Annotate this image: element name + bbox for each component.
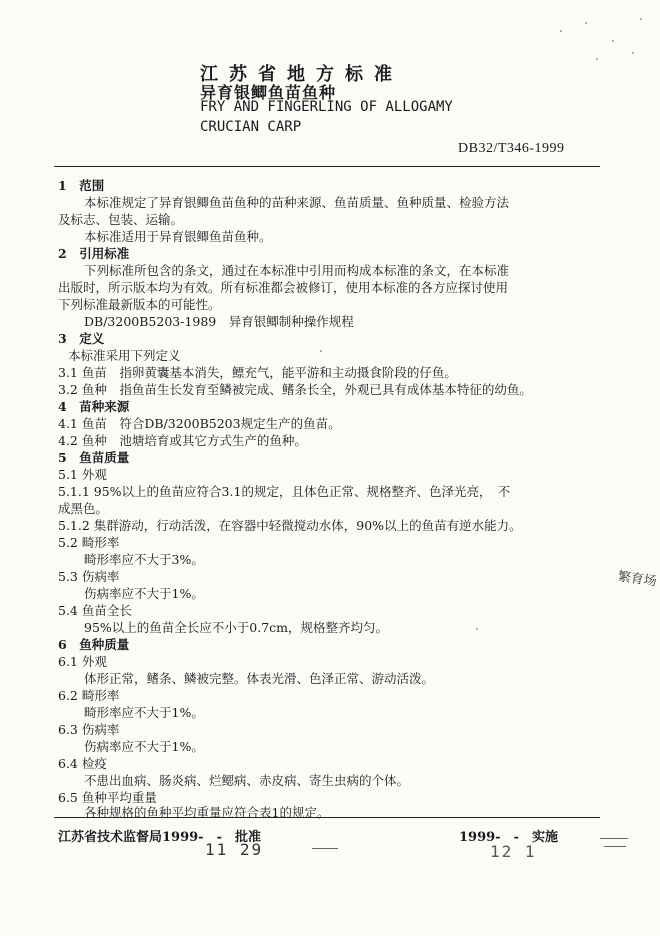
- body-line: 95%以上的鱼苗全长应不小于0.7cm，规格整齐均匀。: [84, 620, 389, 635]
- section-heading: 1 范围: [58, 178, 105, 193]
- scan-mark: [604, 846, 626, 847]
- section-heading: 4 苗种来源: [58, 399, 130, 414]
- body-line: 本标准适用于异育银鲫鱼苗鱼种。: [84, 229, 272, 244]
- body-line: 本标准规定了异育银鲫鱼苗鱼种的苗种来源、鱼苗质量、鱼种质量、检验方法: [84, 195, 510, 210]
- handwritten-implementation-date: 12 1: [490, 842, 537, 861]
- scan-speck: [320, 350, 322, 352]
- scan-speck: [612, 40, 614, 42]
- body-line: 各种规格的鱼种平均重量应符合表1的规定。: [84, 805, 330, 820]
- cn-title: 异育银鲫鱼苗鱼种: [200, 83, 337, 102]
- clause-line: 4.2 鱼种 池塘培育或其它方式生产的鱼种。: [58, 433, 307, 448]
- scan-mark: [600, 838, 628, 839]
- clause-line: 6.2 畸形率: [58, 688, 120, 703]
- header-rule: [54, 166, 600, 167]
- body-line: 不患出血病、肠炎病、烂鳃病、赤皮病、寄生虫病的个体。: [84, 773, 410, 788]
- en-title-line1: FRY AND FINGERLING OF ALLOGAMY: [200, 99, 453, 115]
- clause-line: 5.1.2 集群游动，行动活泼，在容器中轻微搅动水体，90%以上的鱼苗有逆水能力。: [58, 518, 522, 533]
- scan-speck: [585, 22, 587, 24]
- scan-speck: [560, 30, 562, 32]
- clause-line: 6.3 伤病率: [58, 722, 120, 737]
- scan-mark: [312, 848, 338, 849]
- org-title: 江苏省地方标准: [200, 64, 403, 85]
- body-line: 畸形率应不大于3%。: [84, 552, 204, 567]
- clause-line: 5.1 外观: [58, 467, 107, 482]
- scan-speck: [476, 628, 478, 630]
- implementation-line: 1999- - 实施: [459, 830, 558, 845]
- approval-line: 江苏省技术监督局1999- - 批准: [58, 830, 261, 845]
- definition-line: 3.2 鱼种 指鱼苗生长发育至鳞被完成、鳍条长全，外观已具有成体基本特征的幼鱼。: [58, 382, 532, 397]
- clause-line: 5.2 畸形率: [58, 535, 120, 550]
- handwritten-approval-date: 11 29: [205, 840, 264, 859]
- body-line: 下列标准所包含的条文，通过在本标准中引用而构成本标准的条文，在本标准: [84, 263, 510, 278]
- reference-line: DB/3200B5203-1989 异育银鲫制种操作规程: [84, 314, 354, 329]
- margin-handwriting: 繁育场: [616, 569, 658, 590]
- body-line: 伤病率应不大于1%。: [84, 739, 204, 754]
- en-title-line2: CRUCIAN CARP: [200, 119, 302, 135]
- body-line: 成黑色。: [58, 501, 109, 516]
- standard-code: DB32/T346-1999: [458, 141, 565, 156]
- clause-line: 4.1 鱼苗 符合DB/3200B5203规定生产的鱼苗。: [58, 416, 341, 431]
- footer-rule: [54, 817, 600, 818]
- clause-line: 5.4 鱼苗全长: [58, 603, 132, 618]
- clause-line: 6.1 外观: [58, 654, 107, 669]
- section-heading: 5 鱼苗质量: [58, 450, 130, 465]
- section-heading: 2 引用标准: [58, 246, 130, 261]
- body-line: 下列标准最新版本的可能性。: [58, 297, 221, 312]
- scan-speck: [596, 58, 598, 60]
- clause-line: 5.3 伤病率: [58, 569, 120, 584]
- body-line: 及标志、包装、运输。: [58, 212, 184, 227]
- section-heading: 6 鱼种质量: [58, 637, 130, 652]
- clause-line: 6.5 鱼种平均重量: [58, 790, 157, 805]
- body-line: 伤病率应不大于1%。: [84, 586, 204, 601]
- body-line: 出版时，所示版本均为有效。所有标准都会被修订，使用本标准的各方应探讨使用: [58, 280, 509, 295]
- clause-line: 6.4 检疫: [58, 756, 107, 771]
- scan-speck: [640, 18, 642, 20]
- clause-line: 5.1.1 95%以上的鱼苗应符合3.1的规定，且体色正常、规格整齐、色泽光亮， 不: [58, 484, 511, 499]
- section-heading: 3 定义: [58, 331, 105, 346]
- definition-line: 3.1 鱼苗 指卵黄囊基本消失，鳔充气，能平游和主动摄食阶段的仔鱼。: [58, 365, 457, 380]
- body-line: 畸形率应不大于1%。: [84, 705, 204, 720]
- body-line: 体形正常，鳍条、鳞被完整。体表光滑、色泽正常、游动活泼。: [84, 671, 435, 686]
- scan-speck: [632, 52, 634, 54]
- body-line: 本标准采用下列定义: [68, 348, 181, 363]
